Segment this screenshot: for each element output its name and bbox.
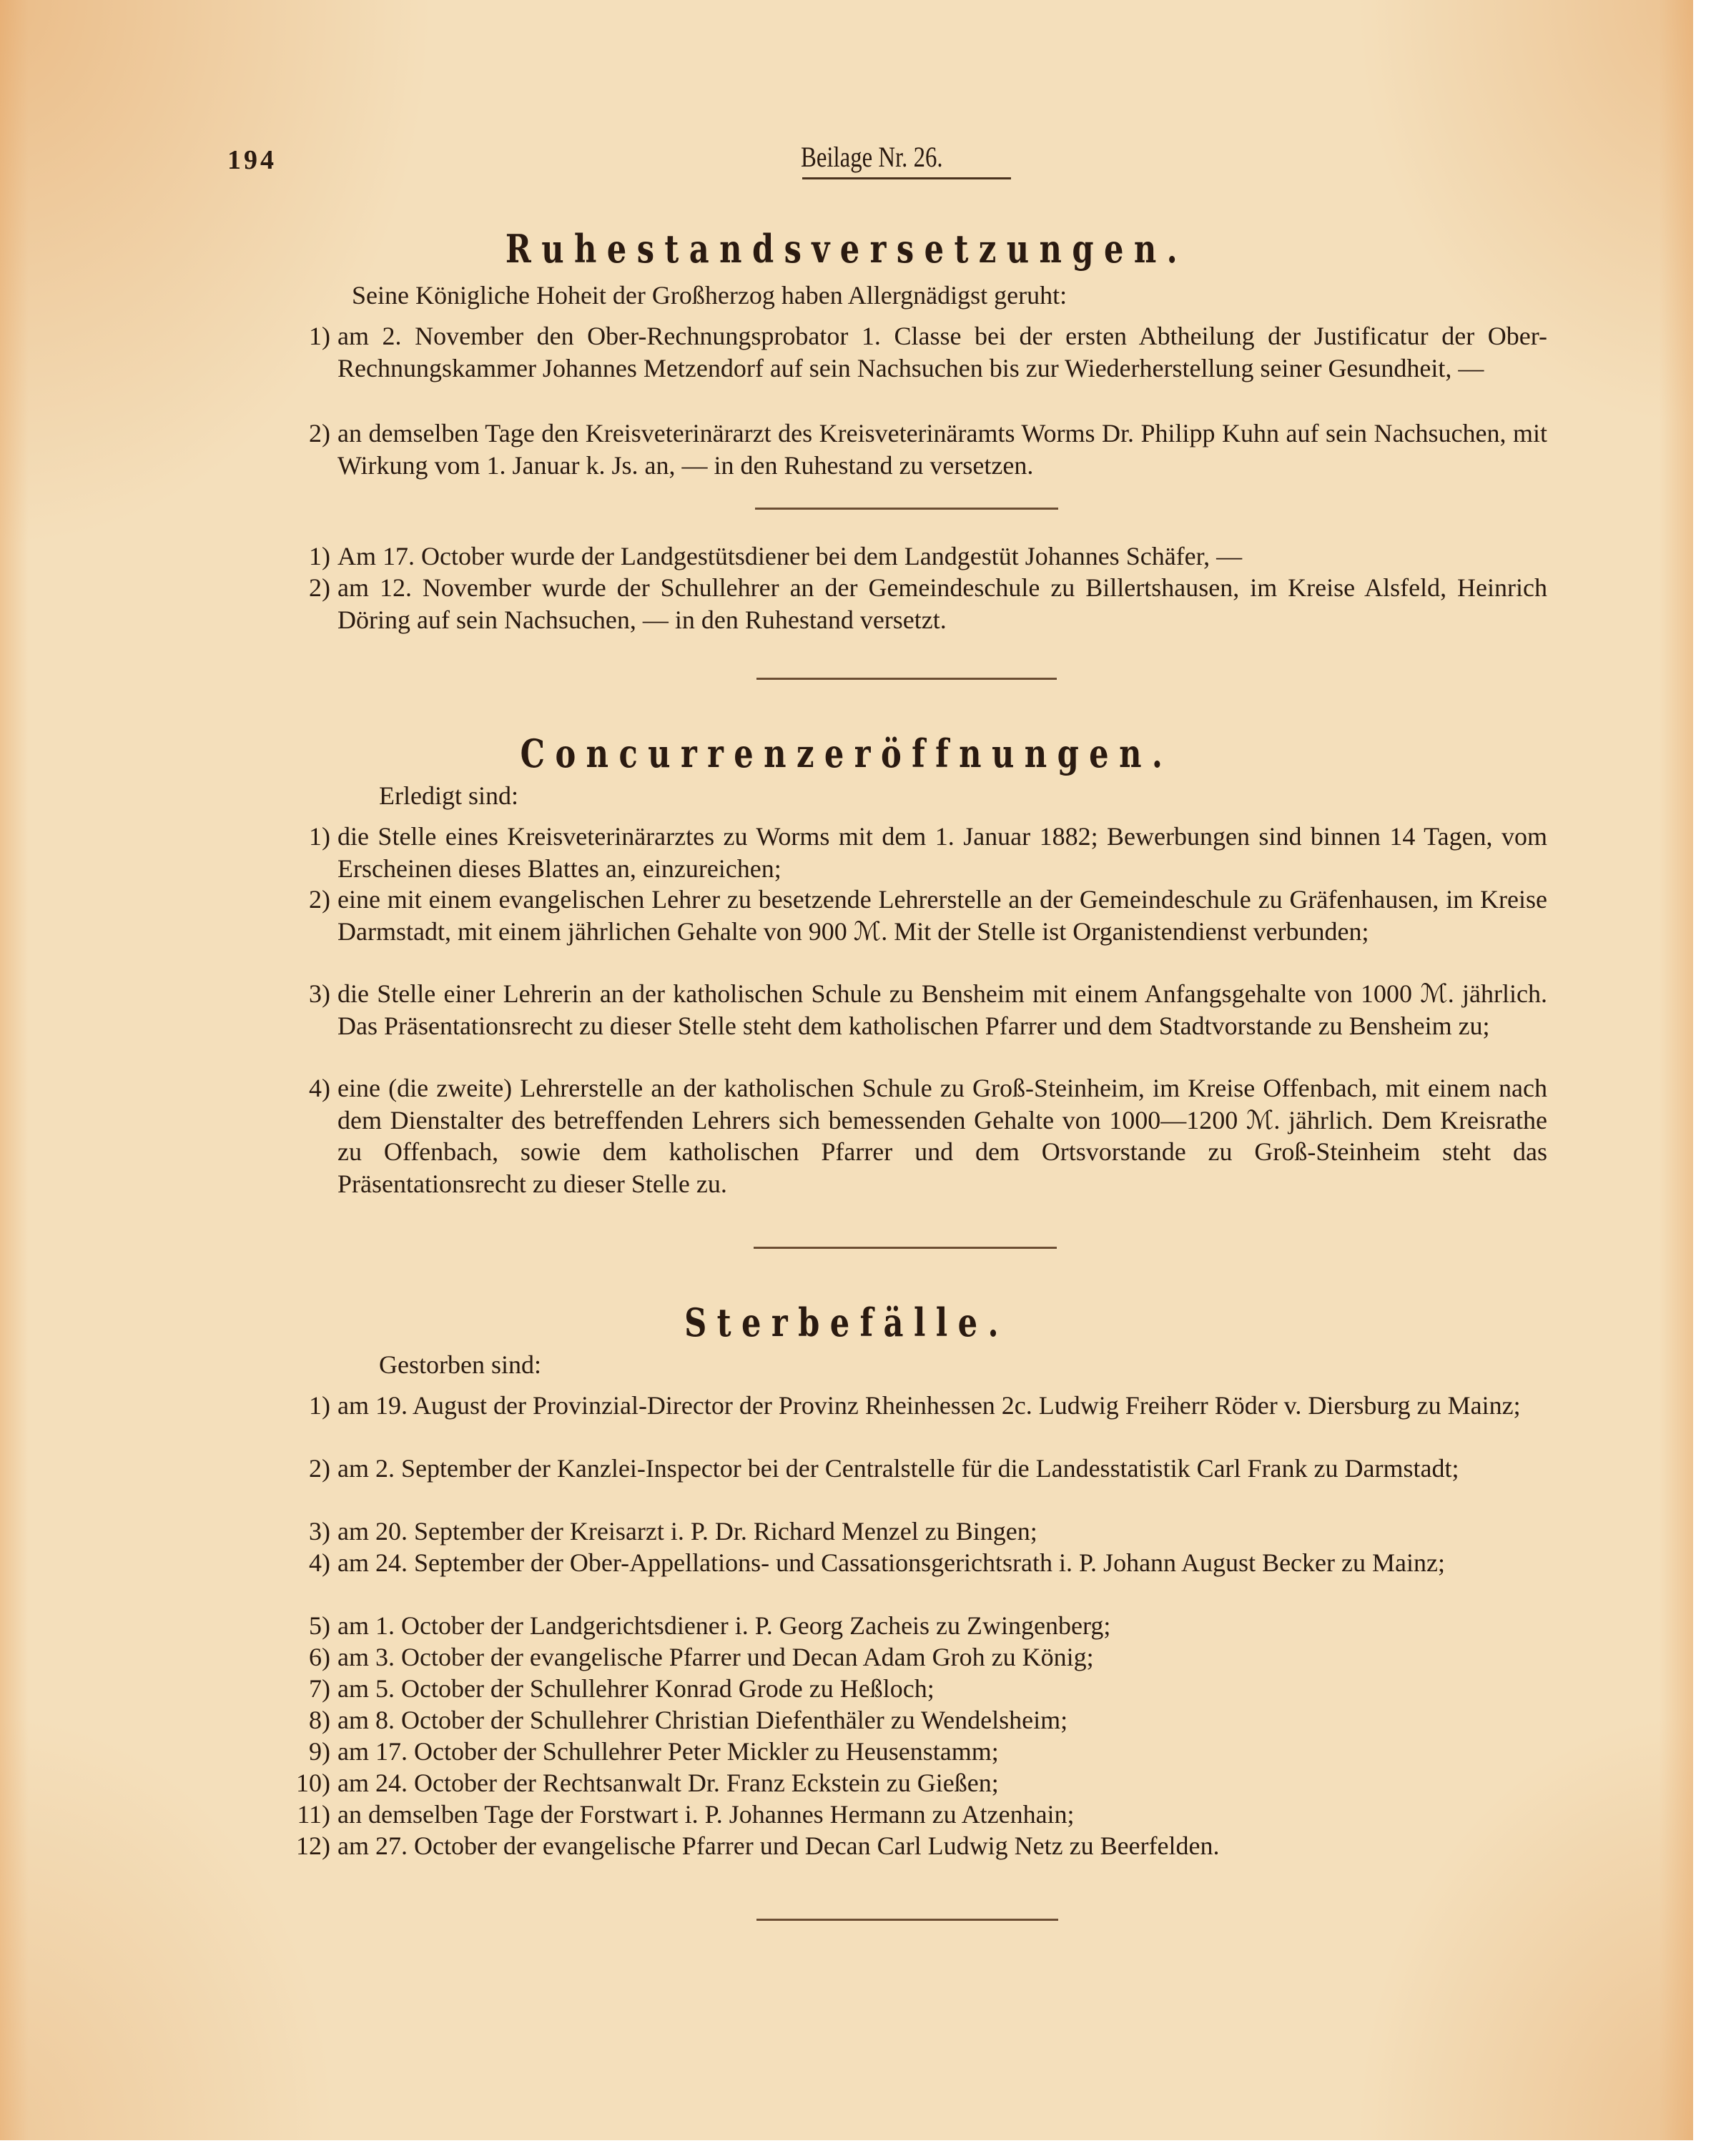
list-item — [299, 978, 1547, 1042]
separator-rule — [756, 1919, 1058, 1921]
item-text: am 24. September der Ober-Appellations- und Cassationsgerichtsrath i. P. Johann August Becker zu Mainz; — [337, 1548, 1445, 1577]
item-number: 1) — [309, 542, 330, 570]
item-text: am 12. November wurde der Schullehrer an der Gemeindeschule zu Billertshausen, im Kreise Alsfeld, Heinrich Döring auf sein Nachsuchen, — in den Ruhestand versetzt. — [337, 573, 1547, 634]
item-number: 9) — [309, 1737, 330, 1766]
item-number: 1) — [309, 322, 330, 350]
list-item — [299, 821, 1547, 884]
separator-rule — [754, 1247, 1057, 1249]
item-text: die Stelle eines Kreisveterinärarztes zu Worms mit dem 1. Januar 1882; Bewerbungen sind binnen 14 Tagen, vom Erscheinen dieses Blattes an, einzureichen; — [337, 822, 1547, 883]
list-item — [299, 572, 1547, 636]
list-item — [299, 417, 1547, 481]
item-number: 1) — [309, 1391, 330, 1420]
section-title-ruhestandsversetzungen: Ruhestandsversetzungen. — [505, 226, 1188, 272]
page-number: 194 — [227, 145, 277, 175]
section-title-concurrenzeroeffnungen: Concurrenzeröffnungen. — [520, 731, 1173, 776]
section-title-sterbefaelle: Sterbefälle. — [684, 1300, 1009, 1345]
section-intro: Gestorben sind: — [379, 1350, 541, 1379]
list-item — [299, 1610, 1547, 1642]
item-number: 12) — [296, 1831, 330, 1860]
item-text: an demselben Tage der Forstwart i. P. Johannes Hermann zu Atzenhain; — [337, 1800, 1075, 1829]
list-item — [299, 1641, 1547, 1673]
list-item — [299, 1704, 1547, 1736]
item-number: 4) — [309, 1548, 330, 1577]
list-item — [299, 1547, 1547, 1579]
item-number: 2) — [309, 1454, 330, 1483]
item-text: am 2. September der Kanzlei-Inspector bei der Centralstelle für die Landesstatistik Carl Frank zu Darmstadt; — [337, 1454, 1459, 1483]
list-item — [299, 1515, 1547, 1548]
item-text: Am 17. October wurde der Landgestütsdiener bei dem Landgestüt Johannes Schäfer, — — [337, 542, 1243, 570]
list-item — [299, 1673, 1547, 1705]
item-text: am 24. October der Rechtsanwalt Dr. Franz Eckstein zu Gießen; — [337, 1769, 999, 1797]
list-item — [299, 884, 1547, 947]
list-item — [299, 1072, 1547, 1200]
list-item — [299, 1390, 1547, 1422]
list-item — [299, 320, 1547, 384]
section-intro: Erledigt sind: — [379, 781, 518, 810]
item-number: 6) — [309, 1643, 330, 1671]
item-text: am 17. October der Schullehrer Peter Mickler zu Heusenstamm; — [337, 1737, 999, 1766]
item-number: 11) — [297, 1800, 330, 1829]
item-text: am 5. October der Schullehrer Konrad Grode zu Heßloch; — [337, 1674, 935, 1703]
list-item — [299, 1453, 1547, 1485]
item-text: am 2. November den Ober-Rechnungsprobator 1. Classe bei der ersten Abtheilung der Justificatur der Ober-Rechnungskammer Johannes Metzendorf auf sein Nachsuchen bis zur Wiederherstellung seiner Gesundheit, — — [337, 322, 1547, 382]
item-number: 2) — [309, 573, 330, 602]
list-item — [296, 1767, 1547, 1799]
item-number: 3) — [309, 979, 330, 1008]
item-text: die Stelle einer Lehrerin an der katholischen Schule zu Bensheim mit einem Anfangsgehalte von 1000 ℳ. jährlich. Das Präsentationsrecht zu dieser Stelle steht dem katholischen Pfarrer und dem Stadtvorstande zu Bensheim zu; — [337, 979, 1547, 1040]
running-head-underline — [802, 177, 1011, 179]
separator-rule — [756, 678, 1057, 680]
separator-rule — [755, 508, 1058, 510]
item-number: 10) — [296, 1769, 330, 1797]
item-number: 2) — [309, 419, 330, 447]
section-intro: Seine Königliche Hoheit der Großherzog haben Allergnädigst geruht: — [352, 281, 1067, 310]
item-number: 8) — [309, 1706, 330, 1734]
item-number: 1) — [309, 822, 330, 851]
item-number: 7) — [309, 1674, 330, 1703]
item-text: eine mit einem evangelischen Lehrer zu besetzende Lehrerstelle an der Gemeindeschule zu Gräfenhausen, im Kreise Darmstadt, mit einem jährlichen Gehalte von 900 ℳ. Mit der Stelle ist Organistendienst verbunden; — [337, 885, 1547, 946]
item-text: am 19. August der Provinzial-Director der Provinz Rheinhessen 2c. Ludwig Freiherr Röder v. Diersburg zu Mainz; — [337, 1391, 1521, 1420]
item-number: 3) — [309, 1517, 330, 1546]
item-number: 2) — [309, 885, 330, 914]
item-number: 4) — [309, 1074, 330, 1102]
item-text: am 27. October der evangelische Pfarrer und Decan Carl Ludwig Netz zu Beerfelden. — [337, 1831, 1220, 1860]
list-item — [299, 1799, 1547, 1831]
item-text: eine (die zweite) Lehrerstelle an der katholischen Schule zu Groß-Steinheim, im Kreise Offenbach, mit einem nach dem Dienstalter des betreffenden Lehrers sich bemessenden Gehalte von 1000—1200 ℳ. jährlich. Dem Kreisrathe zu Offenbach, sowie dem katholischen Pfarrer und dem Ortsvorstande zu Groß-Steinheim steht das Präsentationsrecht zu dieser Stelle zu. — [337, 1074, 1547, 1198]
item-number: 5) — [309, 1611, 330, 1640]
item-text: am 3. October der evangelische Pfarrer und Decan Adam Groh zu König; — [337, 1643, 1094, 1671]
running-head: Beilage Nr. 26. — [801, 141, 943, 173]
item-text: am 1. October der Landgerichtsdiener i. P. Georg Zacheis zu Zwingenberg; — [337, 1611, 1111, 1640]
list-item — [296, 1830, 1547, 1862]
item-text: an demselben Tage den Kreisveterinärarzt des Kreisveterinäramts Worms Dr. Philipp Kuhn auf sein Nachsuchen, mit Wirkung vom 1. Januar k. Js. an, — in den Ruhestand zu versetzen. — [337, 419, 1547, 480]
item-text: am 20. September der Kreisarzt i. P. Dr. Richard Menzel zu Bingen; — [337, 1517, 1037, 1546]
list-item — [299, 540, 1547, 573]
item-text: am 8. October der Schullehrer Christian Diefenthäler zu Wendelsheim; — [337, 1706, 1068, 1734]
list-item — [299, 1736, 1547, 1768]
